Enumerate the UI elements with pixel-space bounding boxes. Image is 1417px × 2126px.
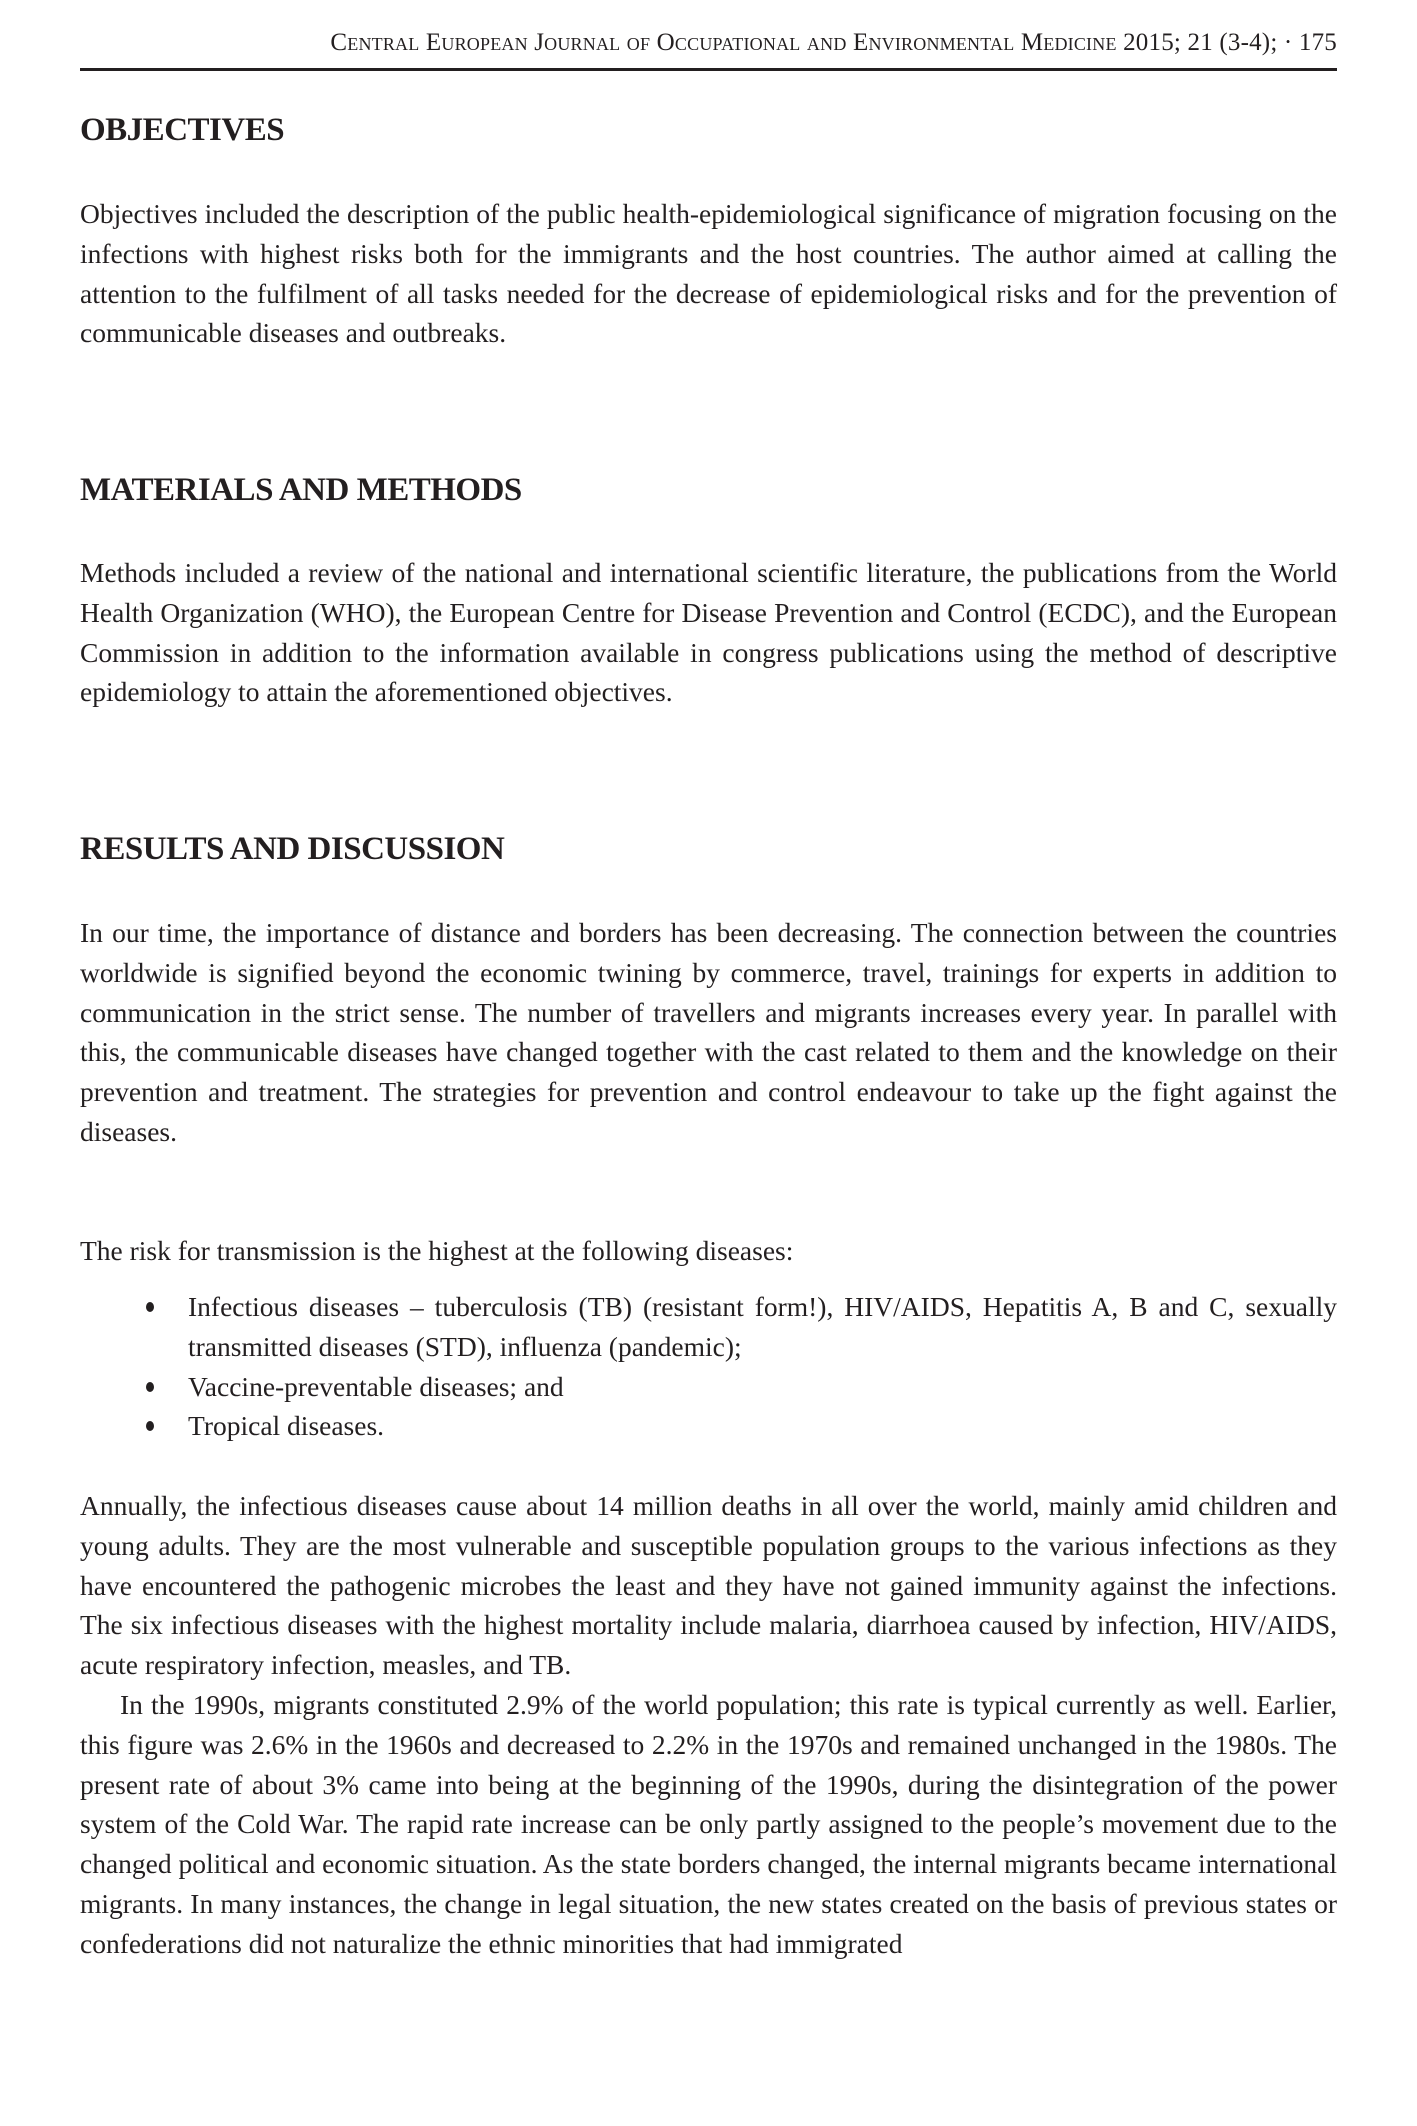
list-item-text: Vaccine-preventable diseases; and [188,1370,564,1402]
list-item [80,1367,1337,1407]
objectives-paragraph: Objectives included the description of the public health-epidemiological significance of migration focusing on the infections with highest risks both for the immigrants and the host countries. The author aimed at calling the attention to the fulfilment of all tasks needed for the decrease of epidemiological risks and for the prevention of communicable diseases and outbreaks. [80,198,1337,349]
section-heading-results: RESULTS AND DISCUSSION [80,831,505,867]
list-item-text: Tropical diseases. [188,1410,385,1442]
list-item [80,1287,1337,1367]
methods-paragraph: Methods included a review of the national and international scientific literature, the publications from the World Health Organization (WHO), the European Centre for Disease Prevention and Control (ECDC), and the European Commission in addition to the information available in congress publications using the method of descriptive epidemiology to attain the aforementioned objectives. [80,557,1337,708]
list-item [80,1406,1337,1446]
list-item-text: Infectious diseases – tuberculosis (TB) (resistant form!), HIV/AIDS, Hepatitis A, B and C, sexually transmitted diseases (STD), influenza (pandemic); [188,1291,1337,1362]
running-header: Central European Journal of Occupational and Environmental Medicine 2015; 21 (3-4); · 175 [330,29,1337,56]
section-heading-methods: MATERIALS AND METHODS [80,472,522,508]
results-paragraph-3: In the 1990s, migrants constituted 2.9% of the world population; this rate is typical currently as well. Earlier, this figure was 2.6% in the 1960s and decreased to 2.2% in the 1970s and remained unchanged in the 1980s. The present rate of about 3% came into being at the beginning of the 1990s, during the disintegration of the power system of the Cold War. The rapid rate increase can be only partly assigned to the people’s movement due to the changed political and economic situation. As the state borders changed, the internal migrants became international migrants. In many instances, the change in legal situation, the new states created on the basis of previous states or confederations did not naturalize the ethnic minorities that had immigrated [80,1689,1337,1959]
risk-list-intro: The risk for transmission is the highest at the following diseases: [80,1235,794,1266]
risk-disease-list [80,1287,1337,1446]
results-paragraph-2: Annually, the infectious diseases cause about 14 million deaths in all over the world, mainly amid children and young adults. They are the most vulnerable and susceptible population groups to the various infections as they have encountered the pathogenic microbes the least and they have not gained immunity against the infections. The six infectious diseases with the highest mortality include malaria, diarrhoea caused by infection, HIV/AIDS, acute respiratory infection, measles, and TB. [80,1490,1337,1681]
section-heading-objectives: OBJECTIVES [80,112,285,148]
bullet-icon [146,1421,154,1431]
header-rule [80,68,1337,71]
results-paragraph-1: In our time, the importance of distance and borders has been decreasing. The connection between the countries worldwide is signified beyond the economic twining by commerce, travel, trainings for experts in addition to communication in the strict sense. The number of travellers and migrants increases every year. In parallel with this, the communicable diseases have changed together with the cast related to them and the knowledge on their prevention and treatment. The strategies for prevention and control endeavour to take up the fight against the diseases. [80,917,1337,1147]
bullet-icon [146,1302,154,1312]
bullet-icon [146,1382,154,1392]
